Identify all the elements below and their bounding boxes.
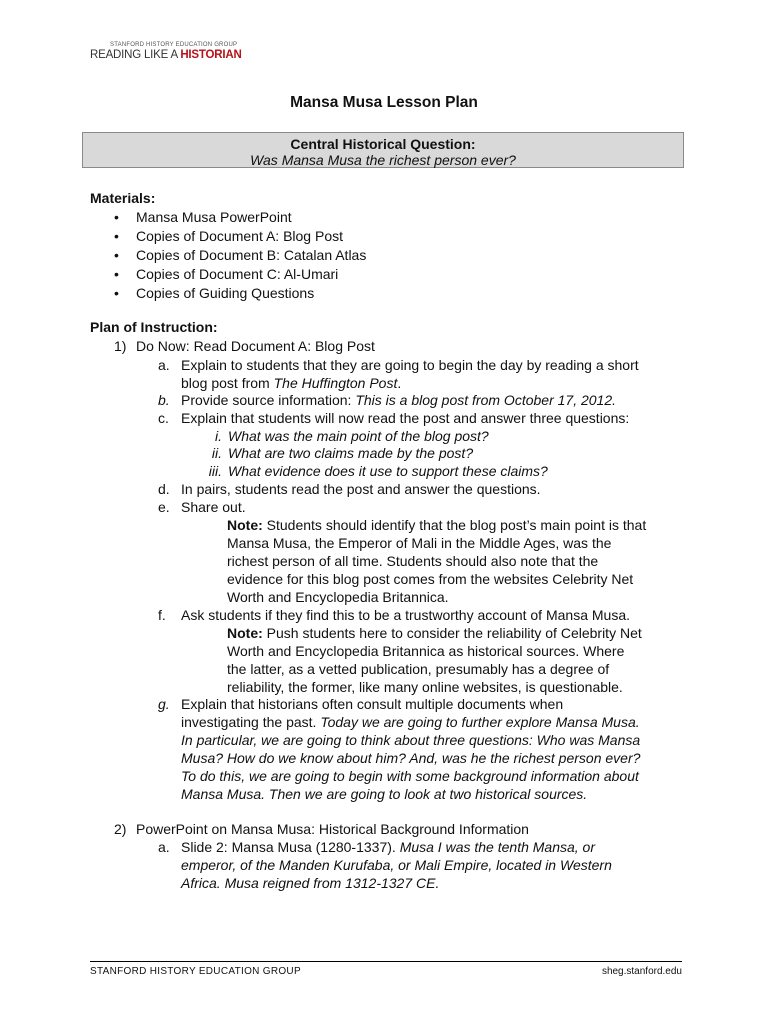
step-2-text: PowerPoint on Mansa Musa: Historical Background Information: [136, 821, 529, 837]
materials-list: [114, 208, 366, 303]
step-1c-sub-text: What was the main point of the blog post?: [228, 428, 489, 444]
materials-heading: Materials:: [90, 190, 156, 206]
step-1f-note-line: [227, 624, 642, 642]
step-1e-note-line: [227, 516, 646, 534]
step-1a-marker: a.: [158, 357, 170, 373]
step-1e-note-line: Mansa Musa, the Emperor of Mali in the Middle Ages, was the: [227, 535, 612, 551]
step-1c-sub-text: What evidence does it use to support these claims?: [228, 463, 548, 479]
footer-org-name: STANFORD HISTORY EDUCATION GROUP: [90, 966, 301, 977]
step-1a-text-line2: [181, 374, 401, 392]
logo-wordmark: [90, 49, 242, 61]
step-1a-source: The Huffington Post: [273, 375, 398, 391]
bullet-icon: •: [114, 209, 119, 225]
materials-item-text: Copies of Document C: Al-Umari: [136, 266, 339, 282]
step-2-number: 2): [114, 821, 127, 837]
step-1-number: 1): [114, 338, 127, 354]
logo-wordmark-part1: READING LIKE A: [90, 49, 181, 61]
materials-item-text: Copies of Document A: Blog Post: [136, 228, 343, 244]
step-1a-text-plain: blog post from: [181, 375, 274, 391]
step-1g-line: [181, 713, 640, 731]
step-1g-line: Musa? How do we know about him? And, was he the richest person ever?: [181, 750, 641, 766]
step-2a-italic: Musa I was the tenth Mansa, or: [399, 839, 596, 855]
step-1b-marker: b.: [158, 392, 170, 408]
note-text: Students should identify that the blog post’s main point is that: [262, 517, 647, 533]
step-2a-line: emperor, of the Manden Kurufaba, or Mali Empire, located in Western: [181, 857, 612, 873]
step-1g-plain: investigating the past.: [181, 714, 321, 730]
step-2a-line: Africa. Musa reigned from 1312-1327 CE.: [181, 875, 440, 891]
materials-item: [114, 284, 366, 303]
materials-item: [114, 265, 366, 284]
materials-item: [114, 208, 366, 227]
footer-url: sheg.stanford.edu: [601, 966, 682, 977]
step-2a-plain: Slide 2: Mansa Musa (1280-1337).: [181, 839, 400, 855]
step-1g-line: Explain that historians often consult multiple documents when: [181, 696, 564, 712]
step-1c-sub-marker: i.: [215, 428, 222, 444]
step-1b-plain: Provide source information:: [181, 392, 356, 408]
note-label: Note:: [227, 625, 263, 641]
materials-item: [114, 246, 366, 265]
step-1a-text-line1: Explain to students that they are going to begin the day by reading a short: [181, 357, 639, 373]
step-1b-text: [181, 391, 616, 409]
step-1g-line: In particular, we are going to think about three questions: Who was Mansa: [181, 732, 641, 748]
step-2a-marker: a.: [158, 839, 170, 855]
central-question-label: Central Historical Question:: [290, 136, 476, 152]
bullet-icon: •: [114, 247, 119, 263]
logo-wordmark-part2: HISTORIAN: [180, 49, 242, 61]
step-1c-sub-marker: iii.: [208, 463, 222, 479]
step-1c-sub-text: What are two claims made by the post?: [228, 445, 474, 461]
step-1d-marker: d.: [158, 481, 170, 497]
step-1f-note-line: the latter, as a vetted publication, presumably has a degree of: [227, 661, 610, 677]
step-1g-line: Mansa Musa. Then we are going to look at two historical sources.: [181, 786, 588, 802]
step-1c-marker: c.: [158, 410, 169, 426]
step-1e-note-line: evidence for this blog post comes from the websites Celebrity Net: [227, 571, 634, 587]
note-text: Push students here to consider the reliability of Celebrity Net: [262, 625, 642, 641]
step-1g-italic: Today we are going to further explore Mansa Musa.: [320, 714, 640, 730]
central-question-box: [82, 132, 684, 168]
step-1a-end: .: [397, 375, 402, 391]
step-1f-note-line: reliability, the former, like many online websites, is questionable.: [227, 679, 623, 695]
materials-item-text: Mansa Musa PowerPoint: [136, 209, 292, 225]
central-question-text: Was Mansa Musa the richest person ever?: [250, 152, 516, 168]
step-1f-note-line: Worth and Encyclopedia Britannica as historical sources. Where: [227, 643, 625, 659]
sheg-logo: [90, 42, 242, 61]
note-label: Note:: [227, 517, 263, 533]
logo-org-name: STANFORD HISTORY EDUCATION GROUP: [110, 42, 238, 48]
step-1b-italic: This is a blog post from October 17, 2012.: [355, 392, 617, 408]
materials-item-text: Copies of Document B: Catalan Atlas: [136, 247, 367, 263]
step-1c-text: Explain that students will now read the post and answer three questions:: [181, 410, 630, 426]
document-title: Mansa Musa Lesson Plan: [290, 94, 478, 111]
step-1d-text: In pairs, students read the post and answer the questions.: [181, 481, 541, 497]
step-1f-marker: f.: [158, 607, 166, 623]
step-1-text: Do Now: Read Document A: Blog Post: [136, 338, 375, 354]
materials-item: [114, 227, 366, 246]
step-1g-line: To do this, we are going to begin with some background information about: [181, 768, 639, 784]
bullet-icon: •: [114, 266, 119, 282]
step-1e-note-line: Worth and Encyclopedia Britannica.: [227, 589, 449, 605]
step-1e-note-line: richest person of all time. Students should also note that the: [227, 553, 599, 569]
step-1e-marker: e.: [158, 499, 170, 515]
step-1f-text: Ask students if they find this to be a trustworthy account of Mansa Musa.: [181, 607, 630, 623]
materials-item-text: Copies of Guiding Questions: [136, 285, 315, 301]
step-2a-line: [181, 838, 595, 856]
plan-heading: Plan of Instruction:: [90, 319, 218, 335]
step-1g-marker: g.: [158, 696, 170, 712]
footer-divider: [90, 961, 682, 962]
step-1e-text: Share out.: [181, 499, 246, 515]
bullet-icon: •: [114, 228, 119, 244]
step-1c-sub-marker: ii.: [211, 445, 222, 461]
bullet-icon: •: [114, 285, 119, 301]
